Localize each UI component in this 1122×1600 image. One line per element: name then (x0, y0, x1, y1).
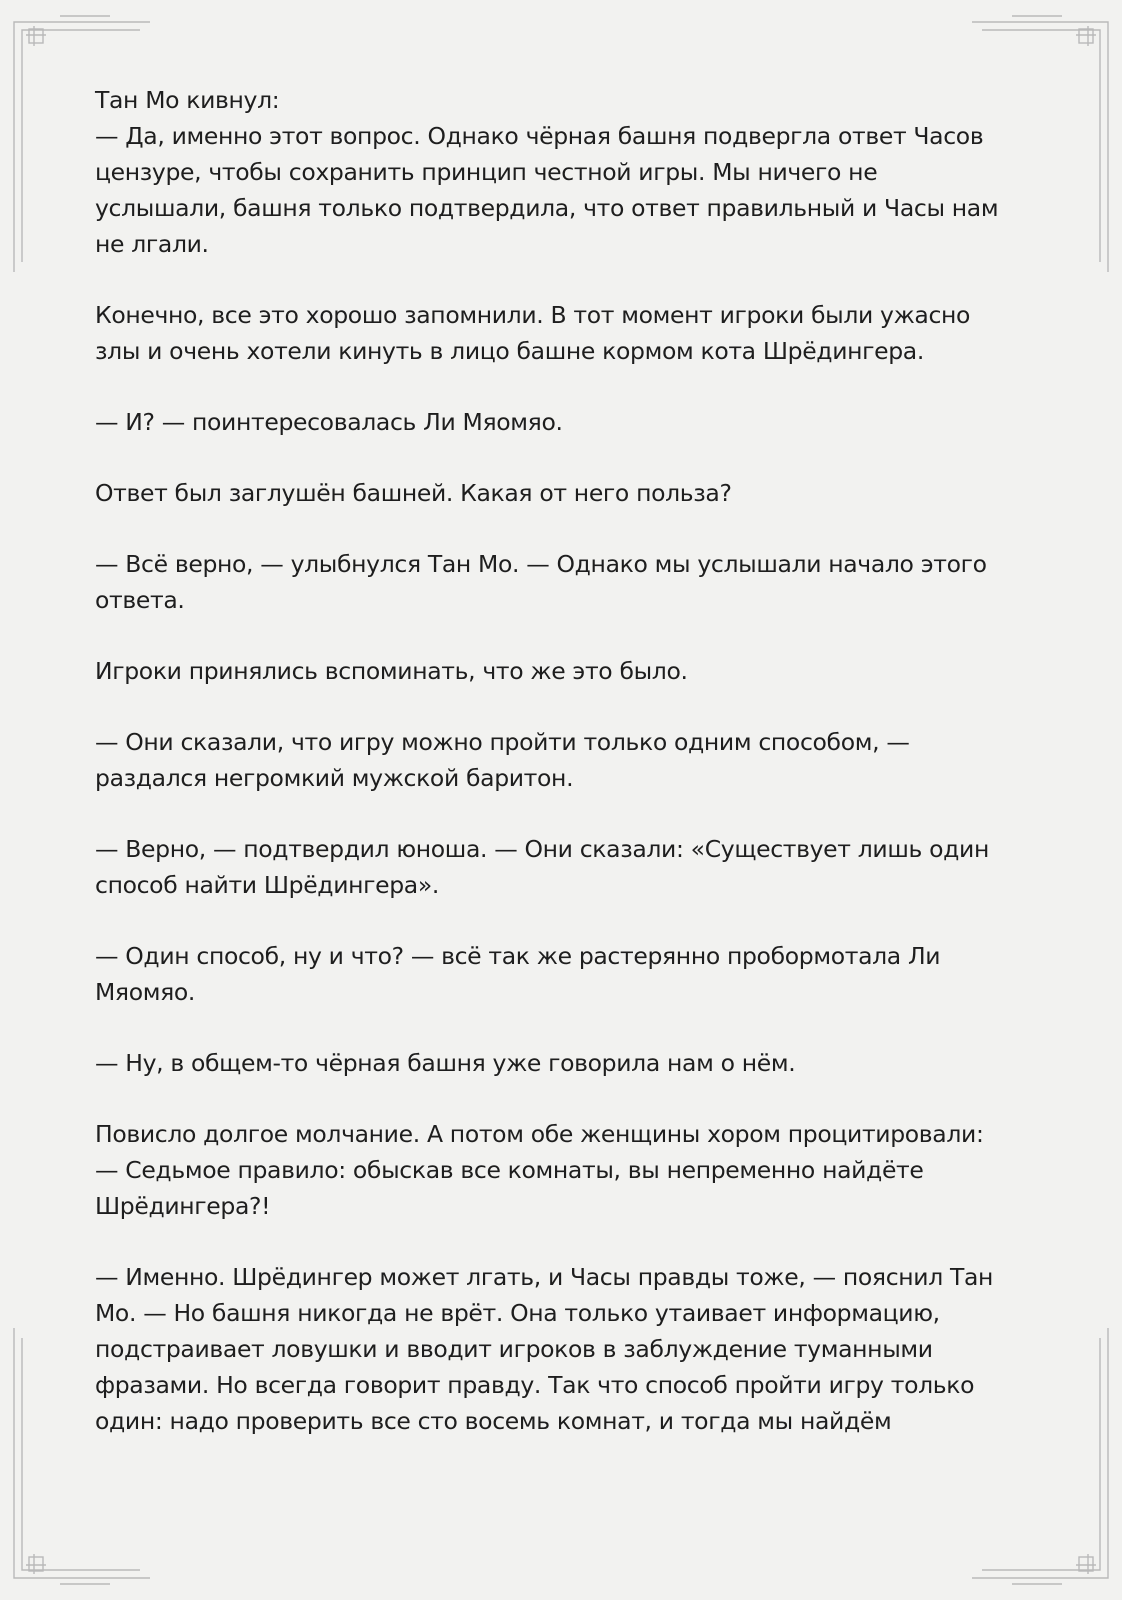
text-line: Шрёдингера?! (95, 1192, 271, 1220)
text-line: Тан Мо кивнул: (95, 86, 280, 114)
text-line: Повисло долгое молчание. А потом обе женщины хором процитировали: (95, 1120, 984, 1148)
text-line: — Именно. Шрёдингер может лгать, и Часы правды тоже, — пояснил Тан (95, 1263, 994, 1291)
text-line: фразами. Но всегда говорит правду. Так что способ пройти игру только (95, 1371, 975, 1399)
text-line: — Ну, в общем-то чёрная башня уже говорила нам о нём. (95, 1049, 796, 1077)
text-line: Игроки принялись вспоминать, что же это было. (95, 657, 688, 685)
text-line: цензуре, чтобы сохранить принцип честной игры. Мы ничего не (95, 158, 878, 186)
paragraph (95, 724, 1035, 796)
text-line: — Один способ, ну и что? — всё так же растерянно пробормотала Ли (95, 942, 941, 970)
paragraph (95, 1116, 1035, 1224)
text-line: злы и очень хотели кинуть в лицо башне кормом кота Шрёдингера. (95, 337, 924, 365)
paragraph (95, 653, 1035, 689)
paragraph (95, 831, 1035, 903)
text-line: услышали, башня только подтвердила, что ответ правильный и Часы нам (95, 194, 999, 222)
text-line: Конечно, все это хорошо запомнили. В тот момент игроки были ужасно (95, 301, 971, 329)
text-line: — И? — поинтересовалась Ли Мяомяо. (95, 408, 563, 436)
text-line: — Они сказали, что игру можно пройти только одним способом, — (95, 728, 910, 756)
text-line: не лгали. (95, 230, 209, 258)
text-line: способ найти Шрёдингера». (95, 871, 440, 899)
paragraph (95, 938, 1035, 1010)
paragraph (95, 546, 1035, 618)
paragraph (95, 1259, 1035, 1439)
text-line: раздался негромкий мужской баритон. (95, 764, 574, 792)
text-line: ответа. (95, 586, 185, 614)
text-line: — Седьмое правило: обыскав все комнаты, вы непременно найдёте (95, 1156, 924, 1184)
paragraph (95, 1045, 1035, 1081)
text-line: Ответ был заглушён башней. Какая от него польза? (95, 479, 732, 507)
text-line: — Верно, — подтвердил юноша. — Они сказали: «Существует лишь один (95, 835, 989, 863)
chapter-text (95, 82, 1035, 1474)
paragraph (95, 297, 1035, 369)
text-line: — Да, именно этот вопрос. Однако чёрная башня подвергла ответ Часов (95, 122, 984, 150)
paragraph (95, 475, 1035, 511)
paragraph (95, 82, 1035, 262)
text-line: Мяомяо. (95, 978, 196, 1006)
text-line: подстраивает ловушки и вводит игроков в заблуждение туманными (95, 1335, 933, 1363)
paragraph (95, 404, 1035, 440)
text-line: — Всё верно, — улыбнулся Тан Мо. — Однако мы услышали начало этого (95, 550, 987, 578)
text-line: Мо. — Но башня никогда не врёт. Она только утаивает информацию, (95, 1299, 940, 1327)
text-line: один: надо проверить все сто восемь комнат, и тогда мы найдём (95, 1407, 892, 1435)
